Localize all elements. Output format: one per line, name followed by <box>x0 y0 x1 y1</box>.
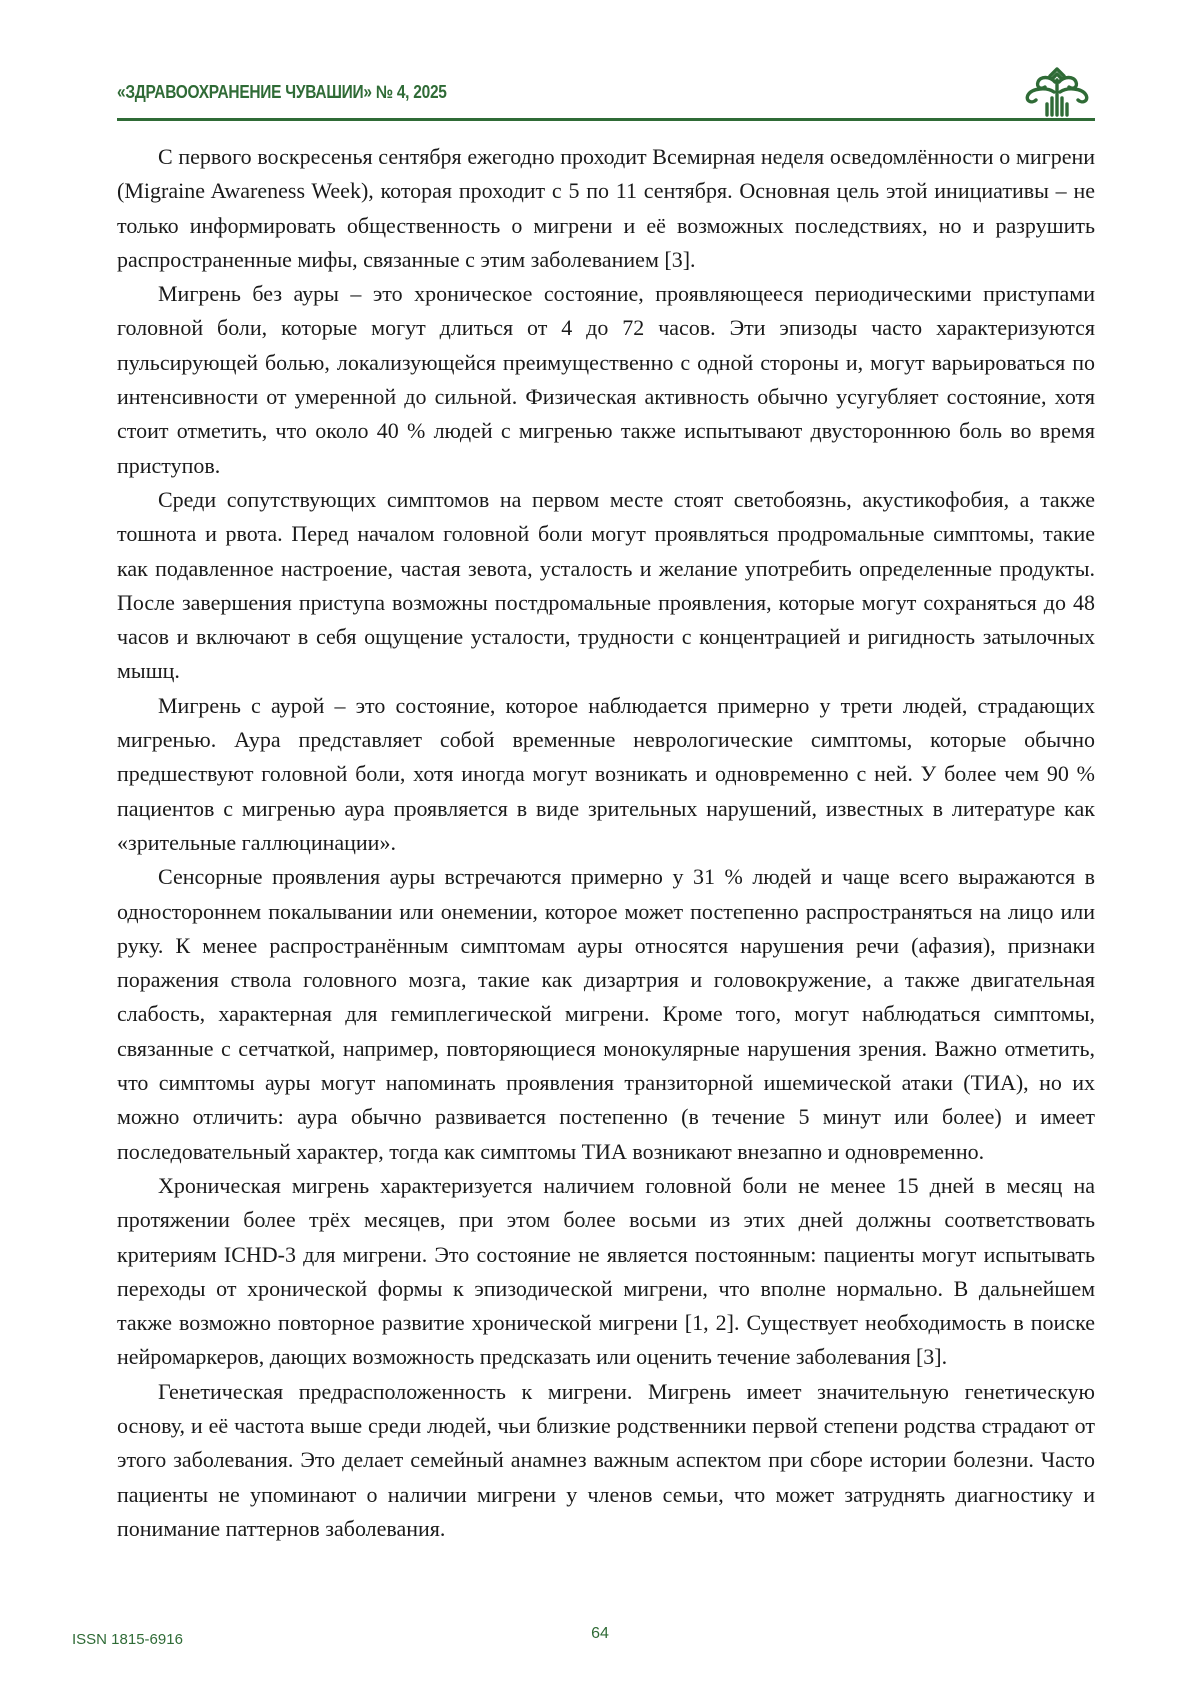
journal-title: «ЗДРАВООХРАНЕНИЕ ЧУВАШИИ» № 4, 2025 <box>117 82 447 102</box>
paragraph-4: Мигрень с аурой – это состояние, которое наблюдается примерно у трети людей, страдающих мигренью. Аура представляет собой временные неврологические симптомы, которые обычно предшествуют головной боли, хотя иногда могут возникать и одновременно с ней. У более чем 90 % пациентов с мигренью аура проявляется в виде зрительных нарушений, известных в литературе как «зрительные галлюцинации». <box>117 692 1095 855</box>
paragraph-3: Среди сопутствующих симптомов на первом месте стоят светобоязнь, акустикофобия, а также тошнота и рвота. Перед началом головной боли могут проявляться продромальные симптомы, такие как подавленное настроение, частая зевота, усталость и желание употребить определенные продукты. После завершения приступа возможны постдромальные проявления, которые могут сохраняться до 48 часов и включают в себя ощущение усталости, трудности с концентрацией и ригидность затылочных мышц. <box>117 486 1095 684</box>
footer-issn: ISSN 1815-6916 <box>72 1631 183 1648</box>
paragraph-1: С первого воскресенья сентября ежегодно проходит Всемирная неделя осведомлённости о мигрени (Migraine Awareness Week), которая проходит с 5 по 11 сентября. Основная цель этой инициативы – не только информировать общественность о мигрени и её возможных последствиях, но и разрушить распространенные мифы, связанные с этим заболеванием [3]. <box>117 144 1095 272</box>
paragraph-2: Мигрень без ауры – это хроническое состояние, проявляющееся периодическими приступами головной боли, которые могут длиться от 4 до 72 часов. Эти эпизоды часто характеризуются пульсирующей болью, локализующейся преимущественно с одной стороны и, могут варьироваться по интенсивности от умеренной до сильной. Физическая активность обычно усугубляет состояние, хотя стоит отметить, что около 40 % людей с мигренью также испытывают двустороннюю боль во время приступов. <box>117 281 1095 478</box>
chuvash-tree-emblem-icon <box>1022 66 1092 118</box>
page-number: 64 <box>591 1625 609 1642</box>
paragraph-7: Генетическая предрасположенность к мигрени. Мигрень имеет значительную генетическую основу, и её частота выше среди людей, чьи близкие родственники первой степени родства страдают от этого заболевания. Это делает семейный анамнез важным аспектом при сборе истории болезни. Часто пациенты не упоминают о наличии мигрени у членов семьи, что может затруднять диагностику и понимание паттернов заболевания. <box>117 1378 1095 1541</box>
article-body <box>117 140 1095 1546</box>
paragraph-6: Хроническая мигрень характеризуется наличием головной боли не менее 15 дней в месяц на протяжении более трёх месяцев, при этом более восьми из этих дней должны соответствовать критериям ICHD-3 для мигрени. Это состояние не является постоянным: пациенты могут испытывать переходы от хронической формы к эпизодической мигрени, что вполне нормально. В дальнейшем также возможно повторное развитие хронической мигрени [1, 2]. Существует необходимость в поиске нейромаркеров, дающих возможность предсказать или оценить течение заболевания [3]. <box>117 1172 1095 1370</box>
paragraph-5: Сенсорные проявления ауры встречаются примерно у 31 % людей и чаще всего выражаются в одностороннем покалывании или онемении, которое может постепенно распространяться на лицо или руку. К менее распространённым симптомам ауры относятся нарушения речи (афазия), признаки поражения ствола головного мозга, такие как дизартрия и головокружение, а также двигательная слабость, характерная для гемиплегической мигрени. Кроме того, могут наблюдаться симптомы, связанные с сетчаткой, например, повторяющиеся монокулярные нарушения зрения. Важно отметить, что симптомы ауры могут напоминать проявления транзиторной ишемической атаки (ТИА), но их можно отличить: аура обычно развивается постепенно (в течение 5 минут или более) и имеет последовательный характер, тогда как симптомы ТИА возникают внезапно и одновременно. <box>117 864 1095 1164</box>
header-divider <box>117 118 1095 121</box>
page-header <box>117 78 1095 118</box>
